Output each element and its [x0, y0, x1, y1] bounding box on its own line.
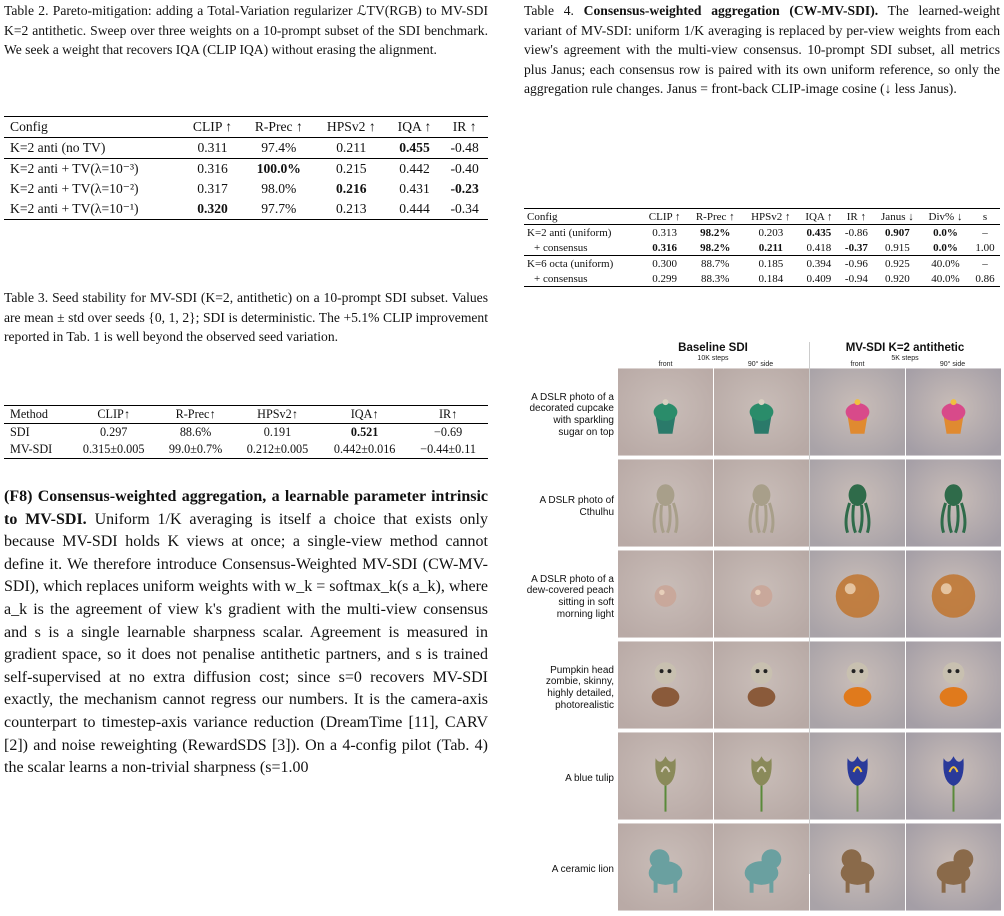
- t4-cell: -0.96: [844, 257, 868, 270]
- t2-header: Config: [10, 119, 48, 134]
- t3-cell: −0.69: [434, 425, 463, 439]
- table4-caption: The learned-weight variant of MV-SDI: uniform 1/K averaging is replaced by per-view weights from each view's agreement with the multi-view consensus. 10-prompt SDI subset, all metrics plus Janus; each consensus row is paired with its own uniform reference, so only the aggregation rule changes. Janus = front-back CLIP-image cosine (↓ less Janus).: [524, 3, 1000, 96]
- t2-cell: 100.0%: [256, 161, 301, 176]
- t4-cell: 88.7%: [701, 257, 730, 270]
- t2-cell: 98.0%: [261, 181, 297, 196]
- render-image: [810, 823, 905, 911]
- render-thumbnail: [906, 641, 1001, 729]
- figure-right-steps: 5K steps: [891, 355, 919, 362]
- t4-cell: 0.313: [652, 226, 677, 239]
- t4-cell: 0.435: [806, 226, 832, 239]
- t4-header: IQA ↑: [805, 210, 833, 223]
- t4-cell: K=6 octa (uniform): [527, 257, 614, 270]
- render-thumbnail: [906, 459, 1001, 547]
- t4-cell: 0.184: [758, 272, 784, 285]
- t3-cell: MV-SDI: [10, 442, 53, 456]
- t4-cell: 1.00: [975, 241, 995, 254]
- render-thumbnail: [810, 732, 905, 820]
- table2-caption-block: [4, 0, 488, 60]
- render-image: [906, 550, 1001, 638]
- t2-cell: -0.48: [450, 140, 479, 155]
- t2-cell: 0.215: [335, 161, 367, 176]
- prompt-label: [526, 464, 614, 550]
- t2-header: IR ↑: [452, 119, 477, 134]
- t3-cell: 0.297: [99, 425, 128, 439]
- f8-heading: (F8) Consensus-weighted aggregation, a learnable parameter intrinsic to MV-SDI.: [4, 488, 488, 528]
- t3-cell: 88.6%: [179, 425, 212, 439]
- t4-cell: + consensus: [534, 241, 588, 254]
- render-image: [618, 459, 713, 547]
- t2-cell: 0.211: [336, 140, 367, 155]
- table2-caption: Pareto-mitigation: adding a Total-Variation regularizer ℒTV(RGB) to MV-SDI K=2 antithetic. Sweep over three weights on a 10-prompt subset of the SDI benchmark. We seek a weight that recovers IQA (CLIP IQA) without erasing the alignment.: [4, 3, 488, 57]
- t4-header: s: [982, 210, 988, 223]
- t4-cell: 0.0%: [933, 241, 958, 254]
- render-thumbnail: [618, 823, 713, 911]
- prompt-text: A ceramic lion: [551, 864, 614, 876]
- comparison-figure: [526, 342, 1000, 874]
- table3-caption-prefix: Table 3.: [4, 290, 49, 305]
- t4-cell: –: [982, 226, 988, 239]
- render-image: [906, 732, 1001, 820]
- prompt-label: [526, 645, 614, 731]
- table-row: [4, 441, 488, 459]
- render-thumbnail: [906, 732, 1001, 820]
- t3-cell: 0.191: [263, 425, 292, 439]
- table-row: [4, 199, 488, 220]
- table4-caption-bold: Consensus-weighted aggregation (CW-MV-SDI).: [583, 3, 879, 18]
- prompt-label: [526, 736, 614, 822]
- table4-caption-block: [514, 0, 1000, 99]
- t4-cell: 40.0%: [931, 257, 960, 270]
- t2-cell: K=2 anti + TV(λ=10⁻³): [10, 161, 139, 176]
- render-image: [714, 550, 809, 638]
- table-row: [4, 179, 488, 199]
- t4-header: Janus ↓: [881, 210, 914, 223]
- t2-cell: 0.213: [335, 201, 367, 216]
- prompt-text: Pumpkin head zombie, skinny, highly detailed, photorealistic: [545, 664, 614, 711]
- render-image: [618, 641, 713, 729]
- table3-caption: Seed stability for MV-SDI (K=2, antithetic) on a 10-prompt SDI subset. Values are mean ± std over seeds {0, 1, 2}; SDI is deterministic. The +5.1% CLIP improvement reported in Tab. 1 is well beyond the observed seed variation.: [4, 290, 489, 344]
- render-thumbnail: [810, 459, 905, 547]
- table4: [524, 208, 1000, 287]
- view-side-label: 90° side: [939, 361, 966, 368]
- t4-header: R-Prec ↑: [695, 210, 735, 223]
- table-row: [4, 138, 488, 159]
- t4-cell: 0.185: [758, 257, 784, 270]
- render-thumbnail: [906, 823, 1001, 911]
- f8-paragraph: [4, 486, 488, 780]
- prompt-text: A blue tulip: [565, 773, 614, 785]
- t2-cell: K=2 anti + TV(λ=10⁻¹): [10, 201, 139, 216]
- t2-cell: 0.444: [399, 201, 430, 216]
- table-row: [524, 225, 1000, 241]
- t2-header: R-Prec ↑: [254, 119, 303, 134]
- t3-header: HPSv2↑: [257, 407, 298, 421]
- render-image: [810, 641, 905, 729]
- render-image: [618, 823, 713, 911]
- render-thumbnail: [714, 368, 809, 456]
- t3-header: Method: [10, 407, 48, 421]
- t3-cell: 0.212±0.005: [246, 442, 309, 456]
- render-image: [714, 641, 809, 729]
- view-front-label: front: [850, 361, 865, 368]
- t4-cell: 88.3%: [701, 272, 730, 285]
- prompt-text: A DSLR photo of a decorated cupcake with sparkling sugar on top: [529, 391, 614, 438]
- t4-cell: 0.300: [652, 257, 677, 270]
- t4-header: Div% ↓: [928, 210, 963, 223]
- t4-cell: 0.316: [652, 241, 677, 254]
- render-thumbnail: [618, 368, 713, 456]
- t4-cell: 0.394: [806, 257, 832, 270]
- table2-caption-prefix: Table 2.: [4, 3, 49, 18]
- t4-header: IR ↑: [846, 210, 866, 223]
- render-image: [714, 368, 809, 456]
- figure-right-title: MV-SDI K=2 antithetic: [845, 342, 965, 354]
- render-image: [906, 823, 1001, 911]
- t4-cell: -0.37: [844, 241, 868, 254]
- render-thumbnail: [714, 459, 809, 547]
- view-side-label: 90° side: [747, 361, 774, 368]
- t3-cell: 99.0±0.7%: [168, 442, 223, 456]
- render-thumbnail: [810, 823, 905, 911]
- t4-cell: 0.0%: [933, 226, 958, 239]
- table-row: [524, 271, 1000, 287]
- table2: [4, 116, 488, 220]
- t2-cell: 97.7%: [261, 201, 297, 216]
- t4-cell: 0.907: [885, 226, 910, 239]
- t4-header: CLIP ↑: [648, 210, 681, 223]
- t4-cell: 0.299: [652, 272, 677, 285]
- t4-cell: + consensus: [534, 272, 588, 285]
- view-front-label: front: [658, 361, 673, 368]
- t4-cell: 0.203: [758, 226, 784, 239]
- t2-cell: -0.23: [450, 181, 479, 196]
- t3-cell: SDI: [10, 425, 30, 439]
- t3-header: IR↑: [438, 407, 458, 421]
- prompt-label: [526, 827, 614, 913]
- render-thumbnail: [714, 823, 809, 911]
- prompt-text: A DSLR photo of Cthulhu: [539, 495, 614, 518]
- t2-cell: K=2 anti (no TV): [10, 140, 106, 155]
- t3-cell: 0.442±0.016: [333, 442, 396, 456]
- render-image: [618, 732, 713, 820]
- table-row: [524, 256, 1000, 272]
- t4-header: Config: [527, 210, 558, 223]
- t4-cell: -0.94: [844, 272, 868, 285]
- t3-cell: −0.44±0.11: [420, 442, 476, 456]
- t2-header: CLIP ↑: [192, 119, 233, 134]
- t2-cell: 0.316: [197, 161, 228, 176]
- render-image: [906, 368, 1001, 456]
- render-image: [714, 823, 809, 911]
- t4-cell: 0.925: [885, 257, 910, 270]
- figure-left-steps: 10K steps: [697, 355, 729, 362]
- render-thumbnail: [618, 641, 713, 729]
- render-image: [810, 550, 905, 638]
- t2-cell: 0.431: [399, 181, 430, 196]
- t3-header: R-Prec↑: [175, 407, 216, 421]
- render-thumbnail: [618, 459, 713, 547]
- t3-cell: 0.521: [350, 425, 379, 439]
- t4-cell: -0.86: [844, 226, 868, 239]
- table-row: [524, 240, 1000, 256]
- render-thumbnail: [810, 641, 905, 729]
- render-thumbnail: [810, 368, 905, 456]
- prompt-text: A DSLR photo of a dew-covered peach sitting in soft morning light: [526, 573, 614, 620]
- table3: [4, 405, 488, 459]
- render-image: [810, 459, 905, 547]
- t2-cell: 0.317: [197, 181, 228, 196]
- render-image: [810, 368, 905, 456]
- t3-header: IQA↑: [350, 407, 379, 421]
- render-image: [906, 641, 1001, 729]
- t2-cell: K=2 anti + TV(λ=10⁻²): [10, 181, 139, 196]
- table4-caption-prefix: Table 4.: [524, 3, 574, 18]
- prompt-label: [526, 372, 614, 458]
- render-image: [906, 459, 1001, 547]
- render-image: [810, 732, 905, 820]
- t4-cell: 40.0%: [931, 272, 960, 285]
- t4-cell: 0.418: [806, 241, 832, 254]
- render-thumbnail: [906, 550, 1001, 638]
- t2-cell: -0.34: [450, 201, 479, 216]
- prompt-label: [526, 554, 614, 640]
- render-thumbnail: [714, 732, 809, 820]
- render-thumbnail: [618, 732, 713, 820]
- t2-cell: 0.216: [335, 181, 367, 196]
- render-thumbnail: [906, 368, 1001, 456]
- t2-header: HPSv2 ↑: [326, 119, 376, 134]
- t4-cell: 98.2%: [700, 226, 731, 239]
- t4-cell: 0.409: [806, 272, 832, 285]
- figure-left-title: Baseline SDI: [678, 342, 748, 354]
- t2-cell: 97.4%: [261, 140, 297, 155]
- t4-header: HPSv2 ↑: [751, 210, 791, 223]
- table-row: [4, 159, 488, 180]
- t2-cell: 0.311: [197, 140, 228, 155]
- t4-cell: K=2 anti (uniform): [527, 226, 612, 239]
- f8-text: Uniform 1/K averaging is itself a choice that exists only because MV-SDI holds K views at once; a single-view method cannot define it. We therefore introduce Consensus-Weighted MV-SDI (CW-MV-SDI), which replaces uniform weights with w_k = softmax_k(s a_k), where a_k is the agreement of view k's gradient with the multi-view consensus and s is a single learnable sharpness scalar. Agreement is measured in gradient space, so it does not penalise antithetic partners, and s is trained self-supervised at no extra diffusion cost; since s=0 recovers MV-SDI exactly, the mechanism cannot regress our numbers. It is the camera-axis counterpart to timestep-axis variance reduction (DreamTime [11], CARV [2]) and noise reweighting (RewardSDS [3]). On a 4-config pilot (Tab. 4) the scalar learns a non-trivial sharpness (s=1.00: [4, 510, 489, 777]
- t4-cell: –: [982, 257, 988, 270]
- t4-cell: 0.915: [885, 241, 910, 254]
- t2-cell: 0.442: [399, 161, 430, 176]
- render-image: [714, 732, 809, 820]
- t2-cell: 0.455: [399, 140, 430, 155]
- render-image: [618, 550, 713, 638]
- render-thumbnail: [714, 550, 809, 638]
- t2-cell: 0.320: [197, 201, 228, 216]
- t4-cell: 0.211: [758, 241, 783, 254]
- t3-cell: 0.315±0.005: [82, 442, 145, 456]
- t2-header: IQA ↑: [397, 119, 432, 134]
- t4-cell: 0.86: [975, 272, 995, 285]
- t4-cell: 0.920: [885, 272, 910, 285]
- t2-cell: -0.40: [450, 161, 479, 176]
- render-thumbnail: [618, 550, 713, 638]
- render-image: [714, 459, 809, 547]
- render-thumbnail: [810, 550, 905, 638]
- render-image: [618, 368, 713, 456]
- table3-caption-block: [4, 288, 488, 347]
- render-thumbnail: [714, 641, 809, 729]
- t3-header: CLIP↑: [97, 407, 130, 421]
- t4-cell: 98.2%: [700, 241, 731, 254]
- table-row: [4, 424, 488, 442]
